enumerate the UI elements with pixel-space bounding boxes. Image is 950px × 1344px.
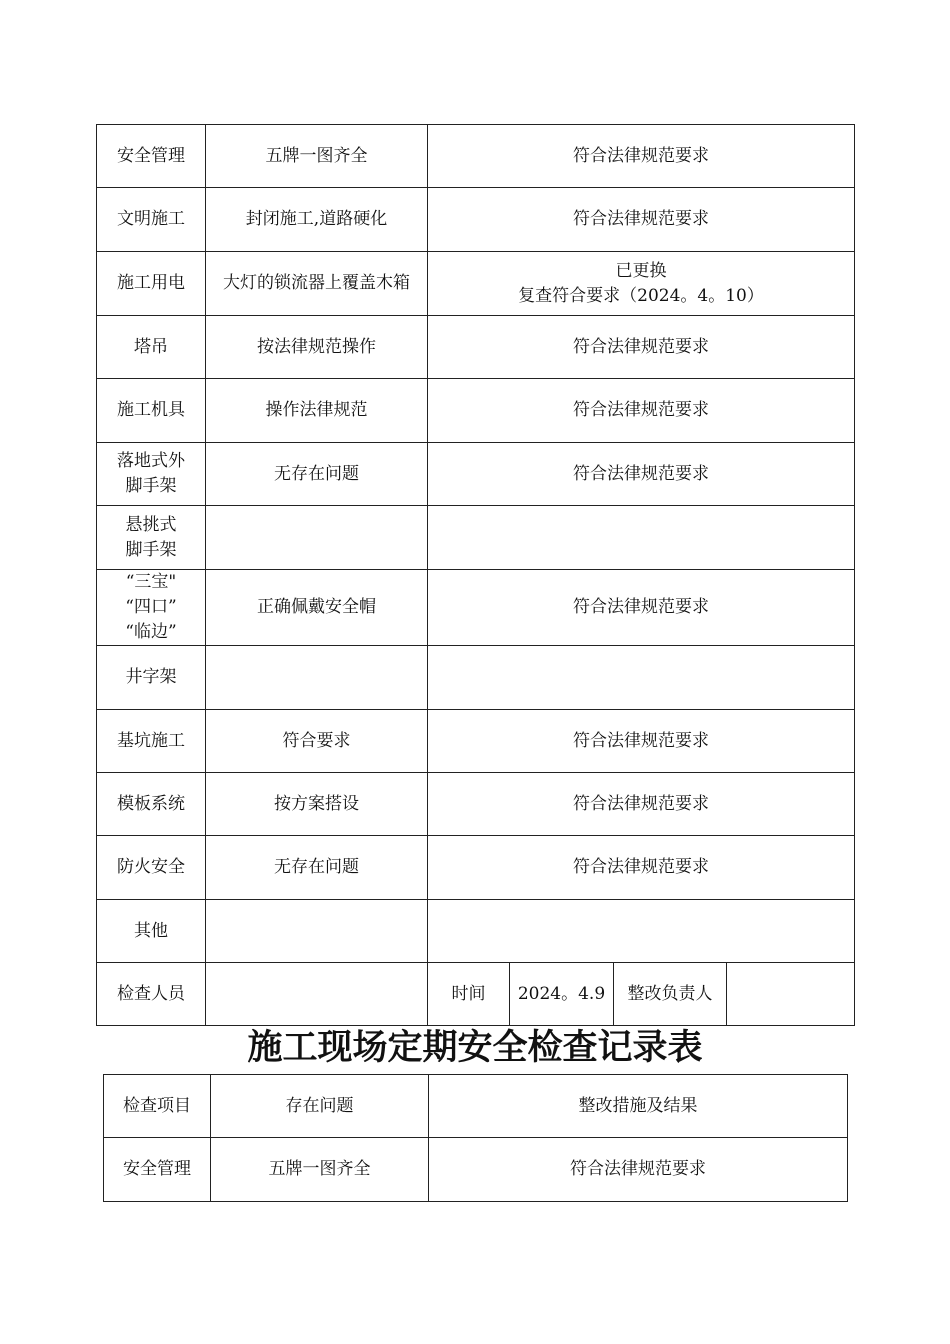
item-cell: 井字架 xyxy=(97,646,206,710)
issue-cell: 按方案搭设 xyxy=(206,773,428,836)
item-line: “三宝" xyxy=(125,572,177,592)
issue-cell: 封闭施工,道路硬化 xyxy=(206,188,428,252)
table-row xyxy=(97,506,855,570)
result-cell: 符合法律规范要求 xyxy=(428,773,855,836)
issue-cell xyxy=(206,900,428,963)
result-cell: 符合法律规范要求 xyxy=(428,188,855,252)
result-cell xyxy=(428,252,855,316)
issue-cell xyxy=(206,646,428,710)
result-line: 已更换 xyxy=(615,260,667,281)
table-footer-row xyxy=(97,963,855,1026)
issue-cell: 大灯的锁流器上覆盖木箱 xyxy=(206,252,428,316)
issue-cell: 操作法律规范 xyxy=(206,379,428,443)
inspector-value xyxy=(206,963,428,1026)
result-cell: 符合法律规范要求 xyxy=(428,379,855,443)
result-cell: 符合法律规范要求 xyxy=(429,1138,848,1202)
header-result: 整改措施及结果 xyxy=(429,1075,848,1138)
item-cell: 基坑施工 xyxy=(97,710,206,773)
table-row xyxy=(97,710,855,773)
table-row xyxy=(97,379,855,443)
result-cell: 符合法律规范要求 xyxy=(428,836,855,900)
table-row xyxy=(97,773,855,836)
responsible-value xyxy=(727,963,855,1026)
time-label: 时间 xyxy=(428,963,510,1026)
result-cell: 符合法律规范要求 xyxy=(428,316,855,379)
item-cell: 安全管理 xyxy=(104,1138,211,1202)
item-cell: 模板系统 xyxy=(97,773,206,836)
issue-cell: 无存在问题 xyxy=(206,443,428,506)
table-row xyxy=(97,188,855,252)
item-cell: 施工用电 xyxy=(97,252,206,316)
item-line: “临边” xyxy=(125,622,177,642)
item-cell: 其他 xyxy=(97,900,206,963)
issue-cell: 无存在问题 xyxy=(206,836,428,900)
item-cell: 落地式外脚手架 xyxy=(97,443,206,506)
result-cell xyxy=(428,900,855,963)
item-cell: 安全管理 xyxy=(97,125,206,188)
result-cell xyxy=(428,506,855,570)
table-row xyxy=(97,646,855,710)
item-cell: 文明施工 xyxy=(97,188,206,252)
inspection-table-1 xyxy=(96,124,855,1026)
table-row xyxy=(97,570,855,646)
issue-cell xyxy=(206,506,428,570)
table-row xyxy=(97,316,855,379)
header-item: 检查项目 xyxy=(104,1075,211,1138)
item-cell: 悬挑式脚手架 xyxy=(97,506,206,570)
item-line: “四口” xyxy=(125,597,177,617)
table-row xyxy=(97,252,855,316)
header-issue: 存在问题 xyxy=(211,1075,429,1138)
result-cell xyxy=(428,646,855,710)
inspection-table-2 xyxy=(103,1074,848,1202)
result-cell: 符合法律规范要求 xyxy=(428,125,855,188)
table-row xyxy=(104,1138,848,1202)
table-row xyxy=(97,443,855,506)
issue-cell: 正确佩戴安全帽 xyxy=(206,570,428,646)
item-cell: 防火安全 xyxy=(97,836,206,900)
issue-cell: 按法律规范操作 xyxy=(206,316,428,379)
table-header-row xyxy=(104,1075,848,1138)
page-title: 施工现场定期安全检查记录表 xyxy=(247,1027,703,1068)
table-row xyxy=(97,900,855,963)
item-cell: 塔吊 xyxy=(97,316,206,379)
responsible-label: 整改负责人 xyxy=(614,963,727,1026)
item-cell: 施工机具 xyxy=(97,379,206,443)
issue-cell: 五牌一图齐全 xyxy=(206,125,428,188)
time-value: 2024。4.9 xyxy=(510,963,614,1026)
issue-cell: 五牌一图齐全 xyxy=(211,1138,429,1202)
result-line: 复查符合要求（2024。4。10） xyxy=(518,285,764,306)
result-cell: 符合法律规范要求 xyxy=(428,570,855,646)
table-row xyxy=(97,125,855,188)
inspector-label: 检查人员 xyxy=(97,963,206,1026)
result-cell: 符合法律规范要求 xyxy=(428,710,855,773)
table-row xyxy=(97,836,855,900)
item-cell xyxy=(97,570,206,646)
result-cell: 符合法律规范要求 xyxy=(428,443,855,506)
issue-cell: 符合要求 xyxy=(206,710,428,773)
